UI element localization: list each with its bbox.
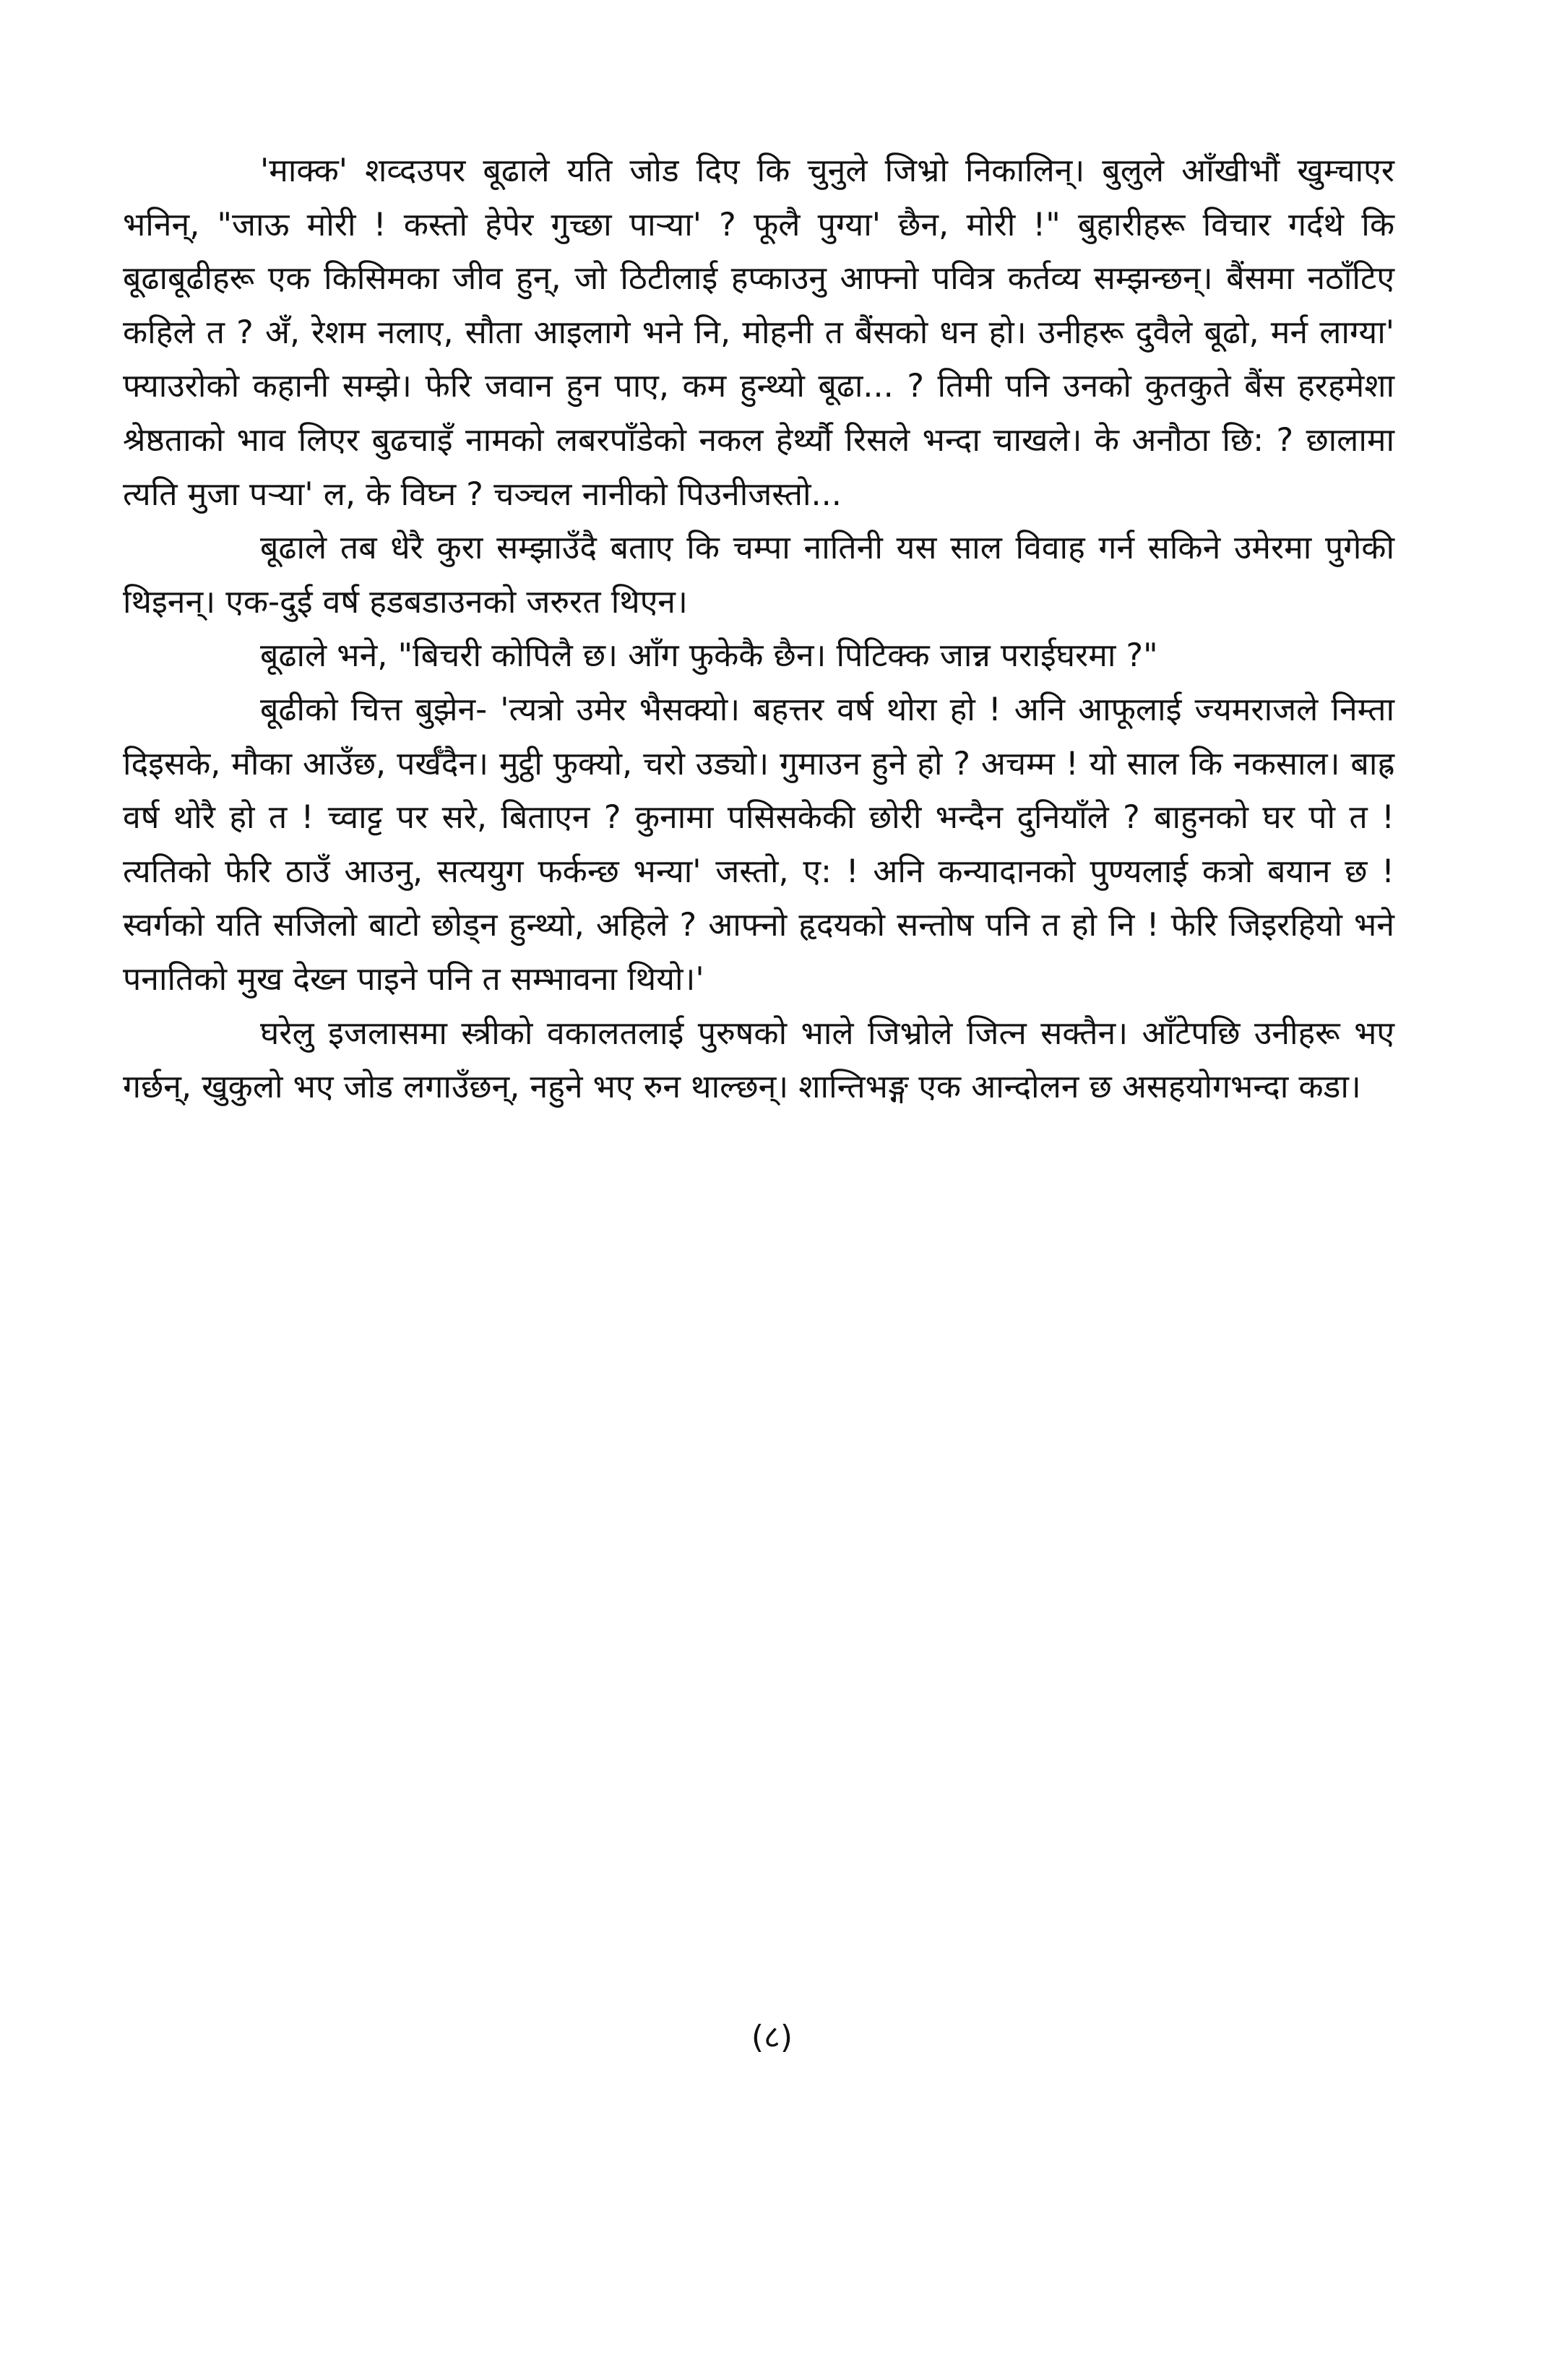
paragraph-5: घरेलु इजलासमा स्त्रीको वकालतलाई पुरुषको भाले जिभ्रोले जित्न सक्तैन। आँटेपछि उनीहरू भए गर्छन्, खुकुलो भए जोड लगाउँछन्, नहुने भए रुन थाल्छन्। शान्तिभङ्ग एक आन्दोलन छ असहयोगभन्दा कडा। bbox=[123, 1014, 1394, 1106]
page-body bbox=[123, 145, 1394, 1115]
page-number: (८) bbox=[751, 2019, 793, 2056]
paragraph-2: बूढाले तब धेरै कुरा सम्झाउँदै बताए कि चम्पा नातिनी यस साल विवाह गर्न सकिने उमेरमा पुगेकी थिइनन्। एक-दुई वर्ष हडबडाउनको जरुरत थिएन। bbox=[123, 530, 1394, 621]
paragraph-3: बूढाले भने, "बिचरी कोपिलै छ। आँग फुकेकै छैन। पिटिक्क जान्न पराईघरमा ?" bbox=[260, 637, 1158, 675]
paragraph-1: 'माक्क' शव्दउपर बूढाले यति जोड दिए कि चुनुले जिभ्रो निकालिन्। बुलुले आँखीभौं खुम्चाएर भनिन्, "जाऊ मोरी ! कस्तो हेपेर गुच्छा पाऱ्या' ? फूलै पुग्या' छैन, मोरी !" बुहारीहरू विचार गर्दथे कि बूढाबूढीहरू एक किसिमका जीव हुन्, जो ठिटीलाई हप्काउनु आफ्नो पवित्र कर्तव्य सम्झन्छन्। बैंसमा नठाँटिए कहिले त ? अँ, रेशम नलाए, सौता आइलागे भने नि, मोहनी त बैंसको धन हो। उनीहरू दुवैले बूढो, मर्न लाग्या' फ्याउरोको कहानी सम्झे। फेरि जवान हुन पाए, कम हुन्थ्यो बूढा... ? तिमी पनि उनको कुतकुते बैंस हरहमेशा श्रेष्ठताको भाव लिएर बुढचाइँ नामको लबरपाँडेको नकल हेर्थ्यौ रिसले भन्दा चाखले। के अनौठा छि: ? छालामा त्यति मुजा पऱ्या' ल, के विघ्न ? चञ्चल नानीको पिउनीजस्तो... bbox=[123, 152, 1394, 513]
paragraph-4: बूढीको चित्त बुझेन- 'त्यत्रो उमेर भैसक्यो। बहत्तर वर्ष थोरा हो ! अनि आफूलाई ज्यमराजले निम्ता दिइसके, मौका आउँछ, पर्खँदैन। मुट्ठी फुक्यो, चरो उड्यो। गुमाउन हुने हो ? अचम्म ! यो साल कि नकसाल। बाह्र वर्ष थोरै हो त ! च्वाट्ट पर सरे, बिताएन ? कुनामा पसिसकेकी छोरी भन्दैन दुनियाँले ? बाहुनको घर पो त ! त्यतिको फेरि ठाउँ आउनु, सत्ययुग फर्कन्छ भन्या' जस्तो, ए: ! अनि कन्यादानको पुण्यलाई कत्रो बयान छ ! स्वर्गको यति सजिलो बाटो छोड्न हुन्थ्यो, अहिले ? आफ्नो हृदयको सन्तोष पनि त हो नि ! फेरि जिइरहियो भने पनातिको मुख देख्न पाइने पनि त सम्भावना थियो।' bbox=[123, 691, 1394, 998]
